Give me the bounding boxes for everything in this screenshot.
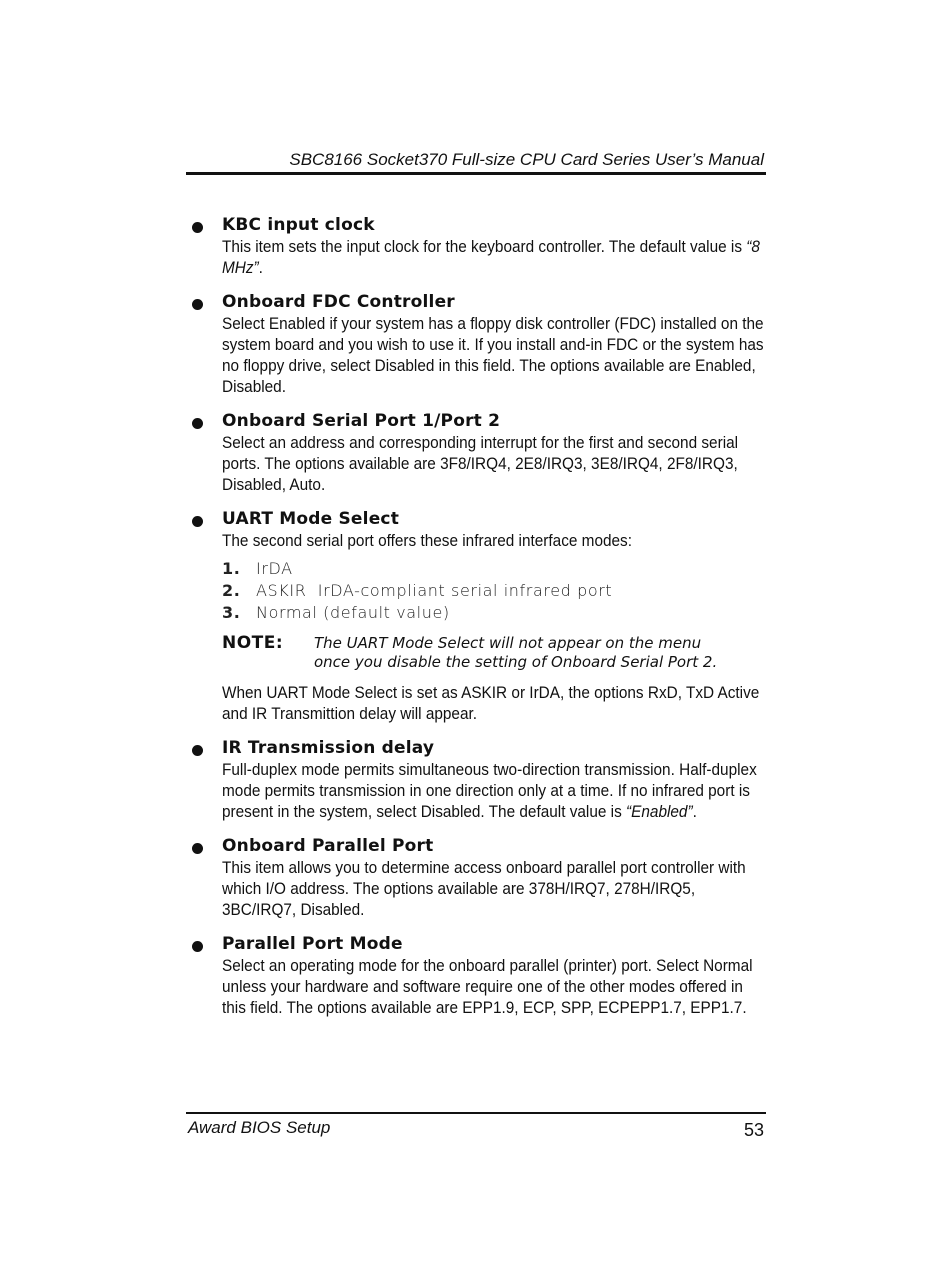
item-title: Onboard FDC Controller (222, 292, 455, 312)
default-value: “8 MHz” (222, 238, 760, 277)
bullet-icon (192, 843, 203, 854)
bullet-icon (192, 222, 203, 233)
bullet-icon (192, 516, 203, 527)
item-title: KBC input clock (222, 215, 375, 235)
item-title: Onboard Parallel Port (222, 836, 434, 856)
footer-rule (186, 1112, 766, 1114)
item-title: Onboard Serial Port 1/Port 2 (222, 411, 501, 431)
note-box (222, 634, 770, 671)
item-onboard-parallel-port (186, 835, 770, 921)
list-item (222, 558, 770, 580)
item-description: This item allows you to determine access onboard parallel port controller with which I/O address. The options available are 378H/IRQ7, 278H/IRQ5, 3BC/IRQ7, Disabled. (222, 859, 746, 919)
bullet-icon (192, 418, 203, 429)
page-number: 53 (743, 1120, 764, 1140)
description-end: . (258, 259, 263, 277)
footer-section-title: Award BIOS Setup (188, 1118, 331, 1137)
list-number: 2. (222, 581, 241, 600)
list-number: 1. (222, 559, 241, 578)
content-area (186, 214, 770, 1031)
bullet-icon (192, 941, 203, 952)
item-title: UART Mode Select (222, 509, 400, 529)
note-label: NOTE: (222, 633, 284, 653)
default-value: “Enabled” (626, 803, 693, 821)
description-end: . (692, 803, 697, 821)
item-description: Select an operating mode for the onboard parallel (printer) port. Select Normal unless your hardware and software require one of the other modes offered in this field. The options available are EPP1.9, ECP, SPP, ECPEPP1.7, EPP1.7. (222, 957, 753, 1017)
item-onboard-fdc-controller (186, 291, 770, 398)
running-header: SBC8166 Socket370 Full-size CPU Card Series User’s Manual (289, 150, 764, 169)
list-text: IrDA (256, 559, 293, 578)
bullet-icon (192, 299, 203, 310)
item-description (222, 237, 771, 279)
uart-mode-list (222, 558, 770, 624)
item-description: Select Enabled if your system has a floppy disk controller (FDC) installed on the system board and you wish to use it. If you install and-in FDC or the system has no floppy drive, select Disabled in this field. The options available are Enabled, Disabled. (222, 315, 764, 396)
item-description: The second serial port offers these infrared interface modes: (222, 532, 632, 550)
list-item (222, 602, 770, 624)
item-uart-mode-select (186, 508, 770, 725)
after-note-text: When UART Mode Select is set as ASKIR or IrDA, the options RxD, TxD Active and IR Transmittion delay will appear. (222, 684, 760, 723)
list-text: ASKIR IrDA-compliant serial infrared port (256, 581, 613, 600)
item-title: IR Transmission delay (222, 738, 435, 758)
description-text: This item sets the input clock for the keyboard controller. The default value is (222, 238, 747, 256)
item-kbc-input-clock (186, 214, 770, 279)
list-item (222, 580, 770, 602)
description-text: Full-duplex mode permits simultaneous two-direction transmission. Half-duplex mode permits transmission in one direction only at a time. If no infrared port is present in the system, select Disabled. The default value is (222, 761, 757, 821)
bullet-icon (192, 745, 203, 756)
item-title: Parallel Port Mode (222, 934, 403, 954)
item-ir-transmission-delay (186, 737, 770, 823)
item-description: Select an address and corresponding interrupt for the first and second serial ports. The options available are 3F8/IRQ4, 2E8/IRQ3, 3E8/IRQ4, 2F8/IRQ3, Disabled, Auto. (222, 434, 739, 494)
list-number: 3. (222, 603, 241, 622)
note-text: The UART Mode Select will not appear on the menu once you disable the setting of Onboard Serial Port 2. (314, 634, 718, 671)
item-onboard-serial-port (186, 410, 770, 496)
item-parallel-port-mode (186, 933, 770, 1019)
header-rule (186, 172, 766, 175)
item-description (222, 760, 771, 823)
list-text: Normal (default value) (256, 603, 450, 622)
